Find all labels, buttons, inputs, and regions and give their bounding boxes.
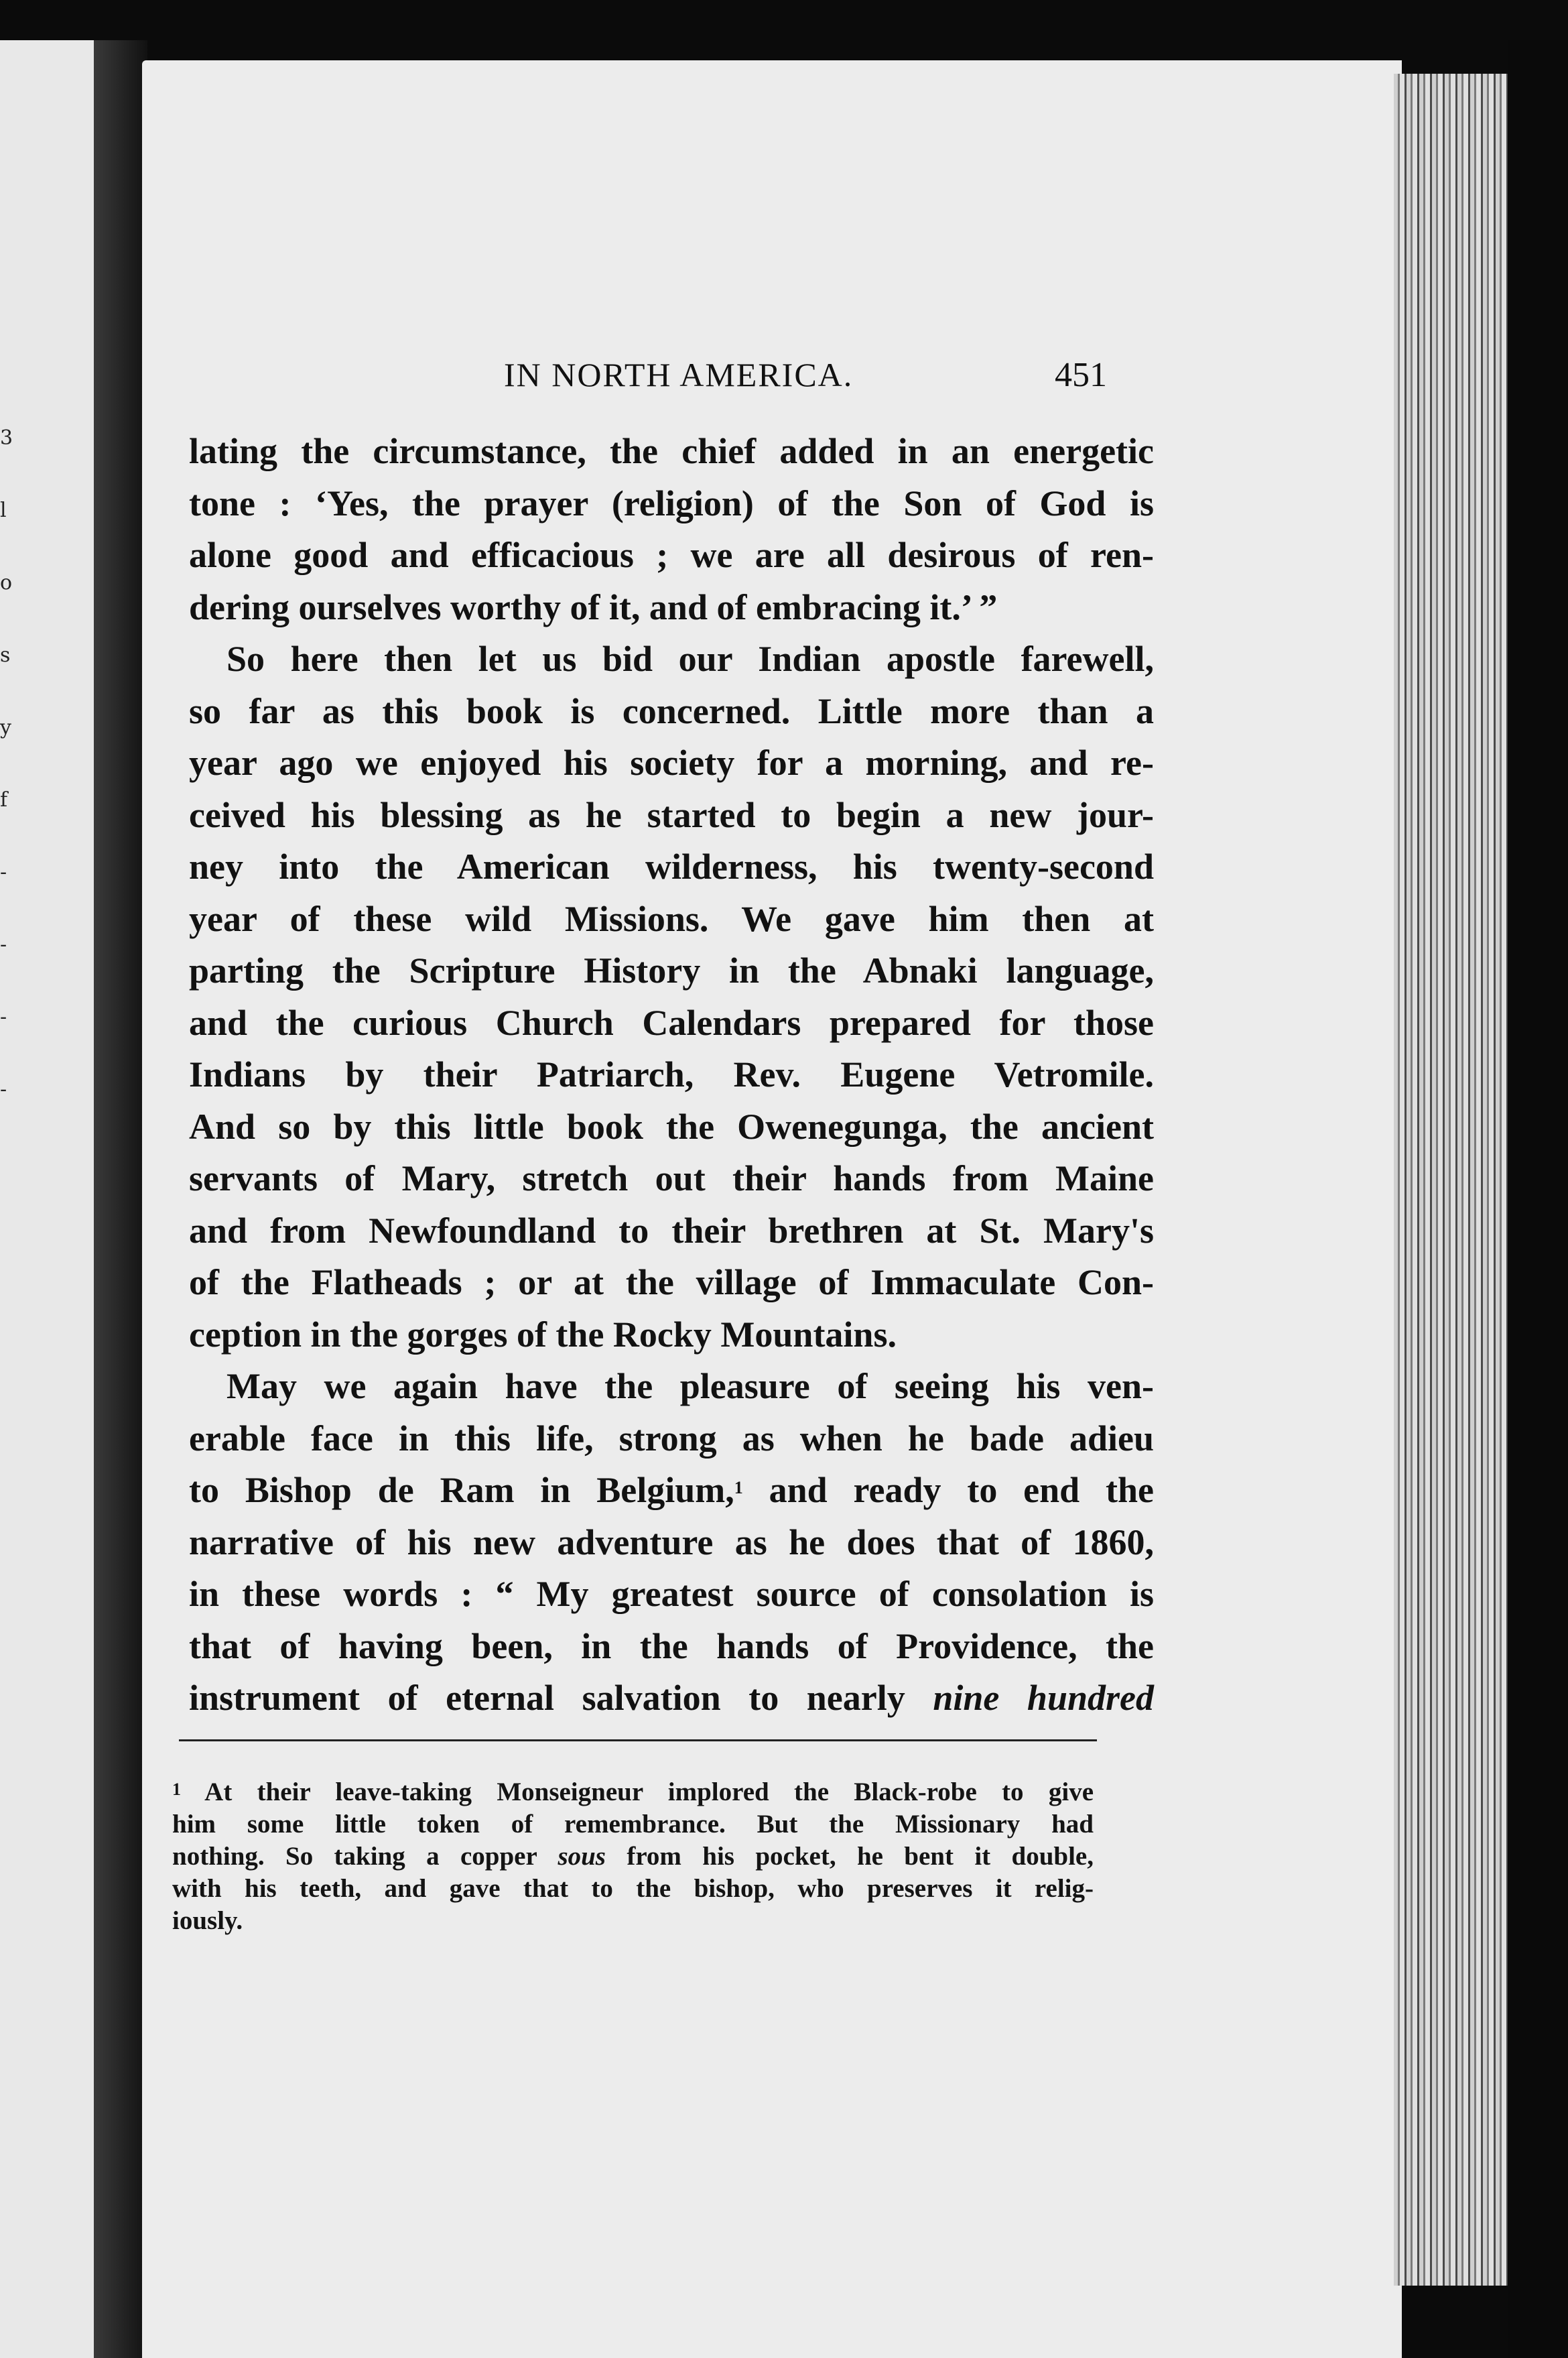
text-segment: and ready to end the	[769, 1470, 1155, 1510]
body-text	[189, 426, 1154, 1725]
book-page	[142, 60, 1402, 2358]
facing-page-mark: s	[0, 643, 11, 667]
text-line: tone : ‘Yes, the prayer (religion) of the Son of God is	[189, 483, 1154, 523]
text-line: parting the Scripture History in the Abnaki language,	[189, 950, 1154, 991]
running-head	[142, 355, 1402, 402]
text-line: and from Newfoundland to their brethren at St. Mary's	[189, 1210, 1154, 1251]
facing-page-mark: l	[0, 499, 7, 522]
gutter-shadow	[94, 40, 147, 2358]
text-line: And so by this little book the Owenegunga, the ancient	[189, 1106, 1154, 1147]
footnote-line	[172, 1841, 1094, 1873]
text-line: year of these wild Missions. We gave him then at	[189, 898, 1154, 939]
facing-page-mark: -	[0, 933, 7, 956]
facing-page-mark: f	[0, 788, 8, 812]
text-line: May we again have the pleasure of seeing his ven-	[226, 1366, 1154, 1406]
footnote-reference: 1	[734, 1478, 743, 1497]
facing-page-mark: o	[0, 571, 13, 595]
facing-page-mark: -	[0, 861, 7, 884]
book-edge-shadow	[1508, 40, 1568, 2358]
running-head-title: IN NORTH AMERICA.	[504, 356, 854, 393]
text-line: So here then let us bid our Indian apostle farewell,	[226, 639, 1154, 679]
facing-page-mark: y	[0, 716, 11, 739]
text-line: so far as this book is concerned. Little more than a	[189, 690, 1154, 731]
text-line: and the curious Church Calendars prepared for those	[189, 1002, 1154, 1043]
footnote-segment: At their leave-taking Monseigneur implored the Black-robe to give	[204, 1778, 1094, 1806]
text-line: servants of Mary, stretch out their hands from Maine	[189, 1158, 1154, 1198]
text-line	[189, 1672, 1154, 1725]
text-line: ceived his blessing as he started to begin a new jour-	[189, 794, 1154, 835]
text-line: narrative of his new adventure as he does that of 1860,	[189, 1522, 1154, 1562]
text-segment: to Bishop de Ram in Belgium,	[189, 1470, 734, 1510]
text-line: alone good and efficacious ; we are all desirous of ren-	[189, 535, 1154, 575]
facing-page-mark: -	[0, 1078, 7, 1101]
text-line: dering ourselves worthy of it, and of embracing it.’ ”	[189, 586, 998, 627]
facing-page-mark: -	[0, 1005, 7, 1029]
footnote-segment: from his pocket, he bent it double,	[627, 1842, 1094, 1871]
text-line: lating the circumstance, the chief added in an energetic	[189, 431, 1154, 471]
page-edges	[1394, 74, 1508, 2286]
text-line: in these words : “ My greatest source of consolation is	[189, 1574, 1154, 1614]
footnote-divider	[179, 1739, 1097, 1741]
footnote-line	[172, 1776, 1094, 1808]
text-line: ception in the gorges of the Rocky Mountains.	[189, 1314, 897, 1355]
page-number: 451	[1055, 356, 1107, 394]
text-line: year ago we enjoyed his society for a morning, and re-	[189, 743, 1154, 783]
italic-text: nine hundred	[933, 1678, 1155, 1718]
italic-text: sous	[558, 1842, 606, 1871]
text-line: that of having been, in the hands of Providence, the	[189, 1625, 1154, 1666]
footnote-segment: nothing. So taking a copper	[172, 1842, 537, 1871]
text-line	[189, 1465, 1154, 1517]
text-line: ney into the American wilderness, his twenty-second	[189, 847, 1154, 887]
facing-page-marks	[0, 402, 20, 1126]
text-segment: instrument of eternal salvation to nearly	[189, 1678, 905, 1718]
text-line: erable face in this life, strong as when he bade adieu	[189, 1418, 1154, 1459]
facing-page-edge	[0, 40, 94, 2358]
footnote-marker: 1	[172, 1780, 181, 1799]
facing-page-mark: 3	[0, 426, 13, 450]
footnote	[172, 1776, 1094, 1937]
footnote-line: iously.	[172, 1906, 243, 1935]
footnote-line: him some little token of remembrance. But the Missionary had	[172, 1810, 1094, 1839]
text-line: of the Flatheads ; or at the village of Immaculate Con-	[189, 1262, 1154, 1302]
text-line: Indians by their Patriarch, Rev. Eugene Vetromile.	[189, 1054, 1154, 1095]
footnote-line: with his teeth, and gave that to the bishop, who preserves it relig-	[172, 1874, 1094, 1903]
